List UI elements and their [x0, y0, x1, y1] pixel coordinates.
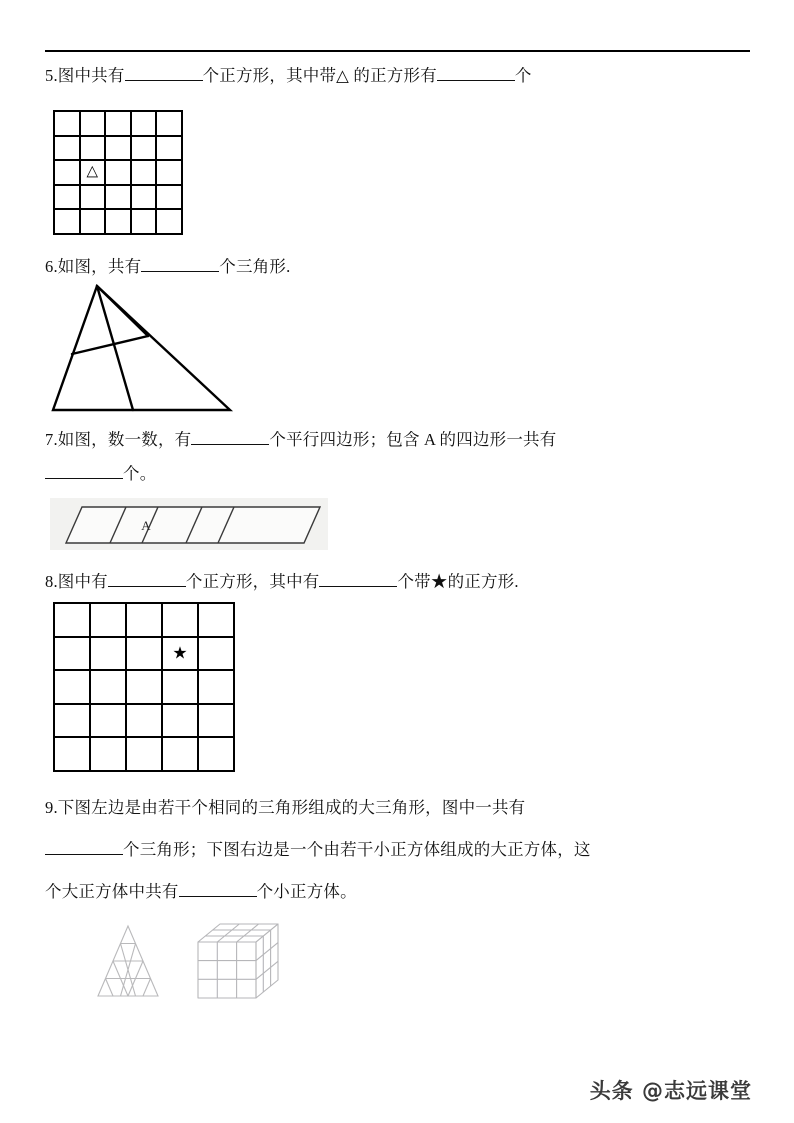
- grid-cell: [81, 210, 107, 235]
- triangle-mark-icon: △: [86, 163, 99, 180]
- grid-cell-marked: [81, 161, 107, 186]
- grid-cell: [163, 604, 199, 638]
- grid-cell: [106, 210, 132, 235]
- q7-blank-2[interactable]: [45, 478, 123, 479]
- transversal-line: [72, 336, 148, 354]
- q5-blank-2[interactable]: [437, 80, 515, 81]
- grid-cell: [199, 671, 235, 705]
- question-9-text-line-2: [45, 838, 591, 862]
- cube-front-face: [198, 942, 256, 998]
- grid-cell: [91, 638, 127, 672]
- grid-cell: [106, 161, 132, 186]
- grid-cell: [132, 210, 158, 235]
- grid-cell: [81, 137, 107, 162]
- grid-cell: [55, 161, 81, 186]
- region-label-A: A: [141, 518, 151, 533]
- grid-cell: [163, 705, 199, 739]
- grid-cell: [132, 186, 158, 211]
- q9-blank-1[interactable]: [45, 854, 123, 855]
- grid-cell: [91, 671, 127, 705]
- q8-text-part2: 个正方形，其中有: [185, 572, 320, 591]
- q7-text-part2: 个平行四边形；包含 A 的四边形一共有: [269, 430, 557, 449]
- left-lean-line-3: [106, 979, 114, 997]
- front-vertical-grid: [217, 942, 236, 998]
- grid-cell: [127, 638, 163, 672]
- grid-cell: [157, 161, 183, 186]
- q6-blank-1[interactable]: [141, 271, 219, 272]
- grid-cell: [132, 137, 158, 162]
- q8-blank-2[interactable]: [319, 586, 397, 587]
- grid-cell: [55, 186, 81, 211]
- cube-top-face: [198, 924, 278, 942]
- figure-q9-cube: [190, 918, 286, 1004]
- q8-text-part1: 8.图中有: [45, 572, 108, 591]
- grid-cell: [199, 738, 235, 772]
- front-horizontal-grid: [198, 961, 256, 980]
- q9-blank-2[interactable]: [179, 896, 257, 897]
- grid-cell: [163, 738, 199, 772]
- q5-blank-1[interactable]: [125, 80, 203, 81]
- question-7-text-line-1: [45, 428, 556, 452]
- q7-text-part1: 7.如图，数一数，有: [45, 430, 192, 449]
- figure-q5-square-grid: [53, 110, 183, 235]
- right-horizontal-grid: [256, 943, 278, 980]
- figure-q9-subdivided-triangle: [88, 918, 168, 1004]
- grid-cell: [55, 738, 91, 772]
- grid-cell: [157, 186, 183, 211]
- grid-cell: [81, 186, 107, 211]
- top-depth-grid: [205, 930, 270, 936]
- cube-right-face: [256, 924, 278, 998]
- grid-cell: [55, 112, 81, 137]
- q9-text-line2: 个三角形；下图右边是一个由若干小正方体组成的大正方体，这: [123, 840, 591, 859]
- grid-cell: [55, 137, 81, 162]
- figure-q7-parallelogram-strip: [50, 498, 328, 550]
- q8-text-part3: 个带★的正方形.: [397, 572, 519, 591]
- outer-triangle-path: [53, 286, 230, 410]
- q7-blank-1[interactable]: [191, 444, 269, 445]
- q6-text-part2: 个三角形.: [219, 257, 291, 276]
- figure-q8-square-grid: [53, 602, 235, 772]
- grid-cell: [55, 705, 91, 739]
- grid-cell: [127, 738, 163, 772]
- right-lean-line-3: [143, 979, 151, 997]
- grid-cell: [91, 705, 127, 739]
- grid-cell: [106, 186, 132, 211]
- grid-cell: [91, 738, 127, 772]
- question-7-text-line-2: [45, 462, 156, 486]
- grid-cell: [127, 705, 163, 739]
- question-5-text: [45, 64, 532, 88]
- grid-cell: [132, 161, 158, 186]
- right-vertical-grid: [263, 930, 270, 992]
- question-9-text-line-1: [45, 796, 525, 820]
- grid-cell-marked: [163, 638, 199, 672]
- top-diagonal-grid: [217, 924, 258, 942]
- q7-text-part3: 个。: [123, 464, 157, 483]
- q9-text-line1: 9.下图左边是由若干个相同的三角形组成的大三角形，图中一共有: [45, 798, 526, 817]
- grid-cell: [157, 210, 183, 235]
- q5-text-part1: 5.图中共有: [45, 66, 125, 85]
- grid-cell: [132, 112, 158, 137]
- figure-q6-triangle: [45, 278, 245, 420]
- grid-cell: [81, 112, 107, 137]
- watermark-text: 头条 @志远课堂: [589, 1079, 752, 1103]
- grid-cell: [199, 604, 235, 638]
- q5-text-part2: 个正方形，其中带△ 的正方形有: [202, 66, 437, 85]
- grid-cell: [157, 112, 183, 137]
- grid-cell: [163, 671, 199, 705]
- question-6-text: [45, 255, 290, 279]
- outer-parallelogram-path: [66, 507, 320, 543]
- grid-cell: [55, 671, 91, 705]
- grid-cell: [106, 112, 132, 137]
- grid-cell: [91, 604, 127, 638]
- question-9-text-line-3: [45, 880, 357, 904]
- grid-cell: [106, 137, 132, 162]
- q8-blank-1[interactable]: [108, 586, 186, 587]
- star-mark-icon: ★: [172, 643, 188, 663]
- q5-text-part3: 个: [514, 66, 532, 85]
- grid-cell: [55, 638, 91, 672]
- grid-cell: [199, 638, 235, 672]
- grid-cell: [127, 671, 163, 705]
- q6-text-part1: 6.如图，共有: [45, 257, 142, 276]
- q9-text-line3-part1: 个大正方体中共有: [45, 882, 179, 901]
- grid-cell: [127, 604, 163, 638]
- grid-cell: [157, 137, 183, 162]
- question-8-text: [45, 570, 519, 594]
- grid-cell: [199, 705, 235, 739]
- grid-cell: [55, 604, 91, 638]
- q9-text-line3-part2: 个小正方体。: [256, 882, 357, 901]
- grid-cell: [55, 210, 81, 235]
- header-divider-rule: [45, 50, 750, 52]
